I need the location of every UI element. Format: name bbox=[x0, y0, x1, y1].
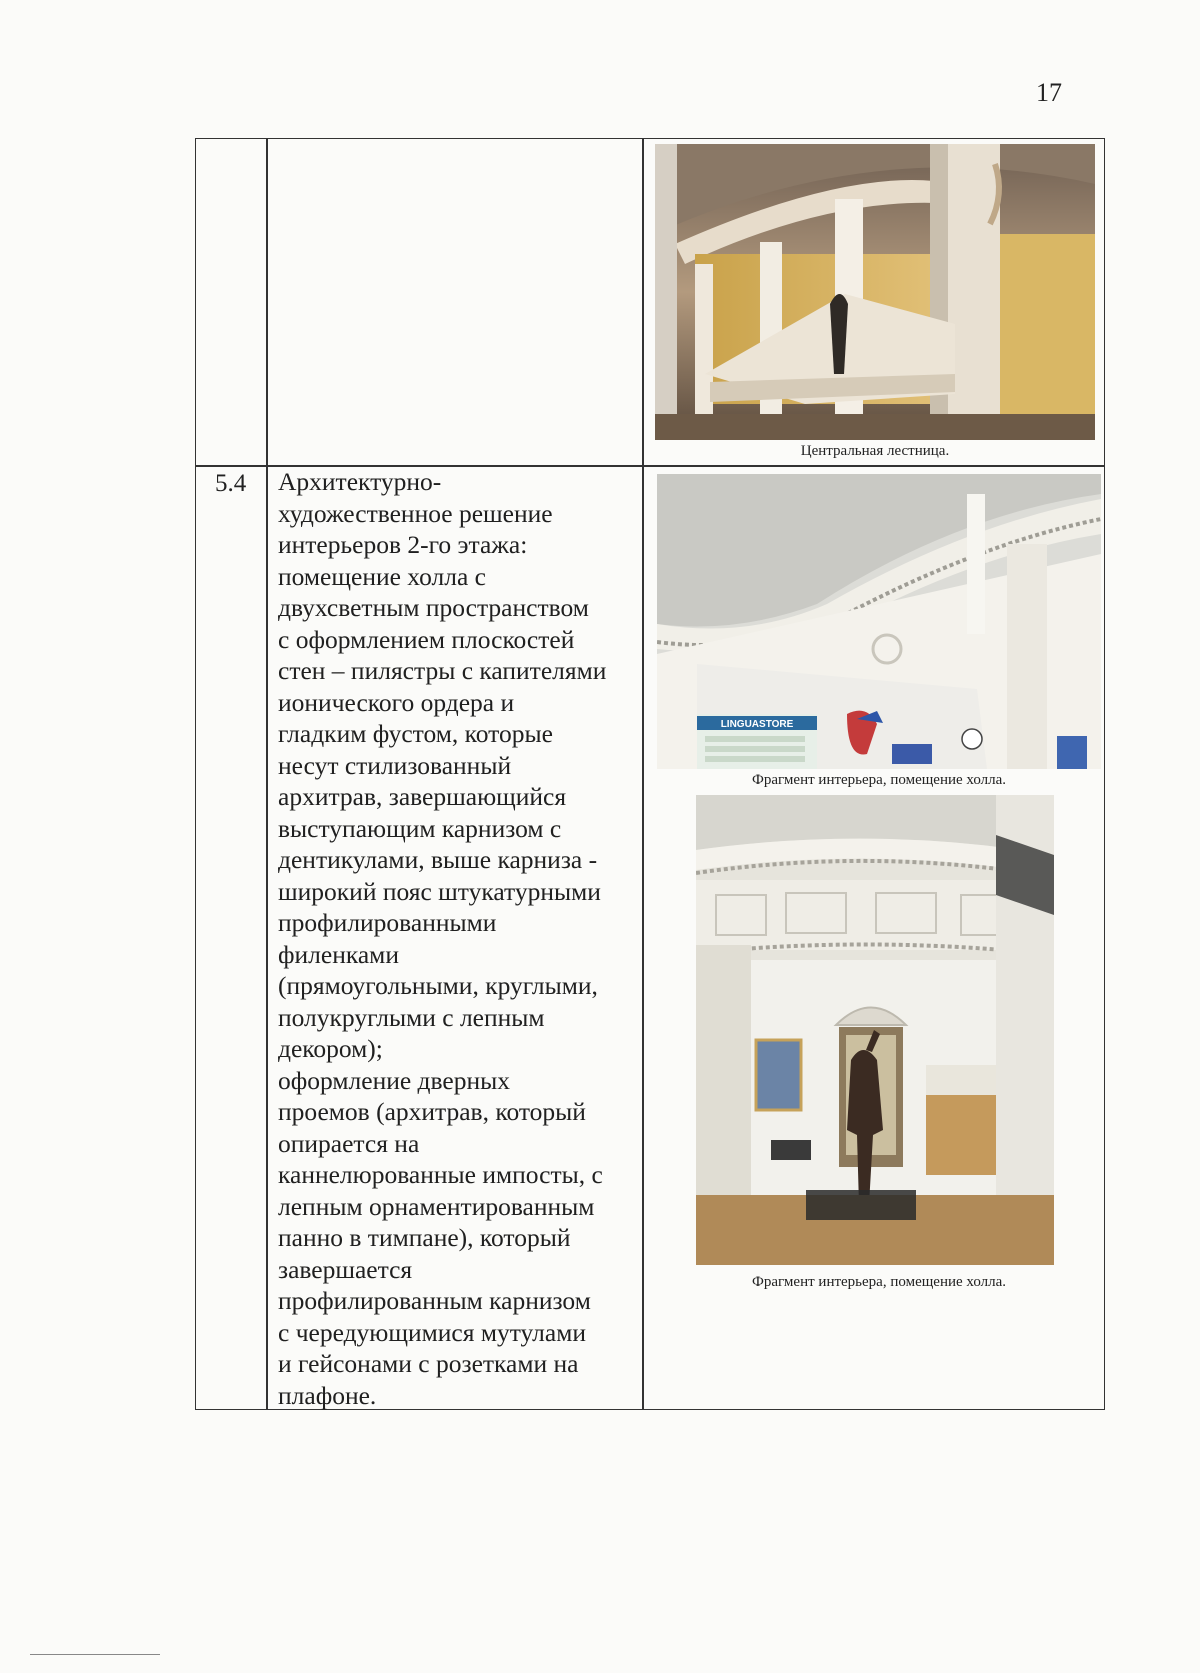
row-number: 5.4 bbox=[215, 470, 247, 497]
photo-hall-fragment-2 bbox=[696, 795, 1054, 1265]
table-column-divider-2 bbox=[642, 138, 644, 1410]
linguastore-sign: LINGUASTORE bbox=[720, 719, 794, 730]
row-description: Архитектурно- художественное решение интерьеров 2-го этажа: помещение холла с двухсветным пространством с оформлением плоскостей стен – пилястры с капителями ионического ордера и гладким фустом, которые несут стилизованный архитрав, завершающийся выступающим карнизом с дентикулами, выше карниза - широкий пояс штукатурными профилированными филенками (прямоугольными, круглыми, полукруглыми с лепным декором); оформление дверных проемов (архитрав, который опирается на каннелюрованные импосты, с лепным орнаментированным панно в тимпане), который завершается профилированным карнизом с чередующимися мутулами и гейсонами с розетками на плафоне. bbox=[278, 467, 607, 1410]
page-number: 17 bbox=[1036, 78, 1062, 107]
photo-hall-fragment-1 bbox=[657, 474, 1101, 769]
photo-caption: Центральная лестница. bbox=[800, 443, 950, 459]
photo-caption: Фрагмент интерьера, помещение холла. bbox=[751, 772, 1007, 788]
photo-caption: Фрагмент интерьера, помещение холла. bbox=[751, 1274, 1007, 1290]
table-column-divider-1 bbox=[266, 138, 268, 1410]
photo-central-staircase bbox=[655, 144, 1095, 440]
scan-edge-mark bbox=[30, 1654, 160, 1655]
